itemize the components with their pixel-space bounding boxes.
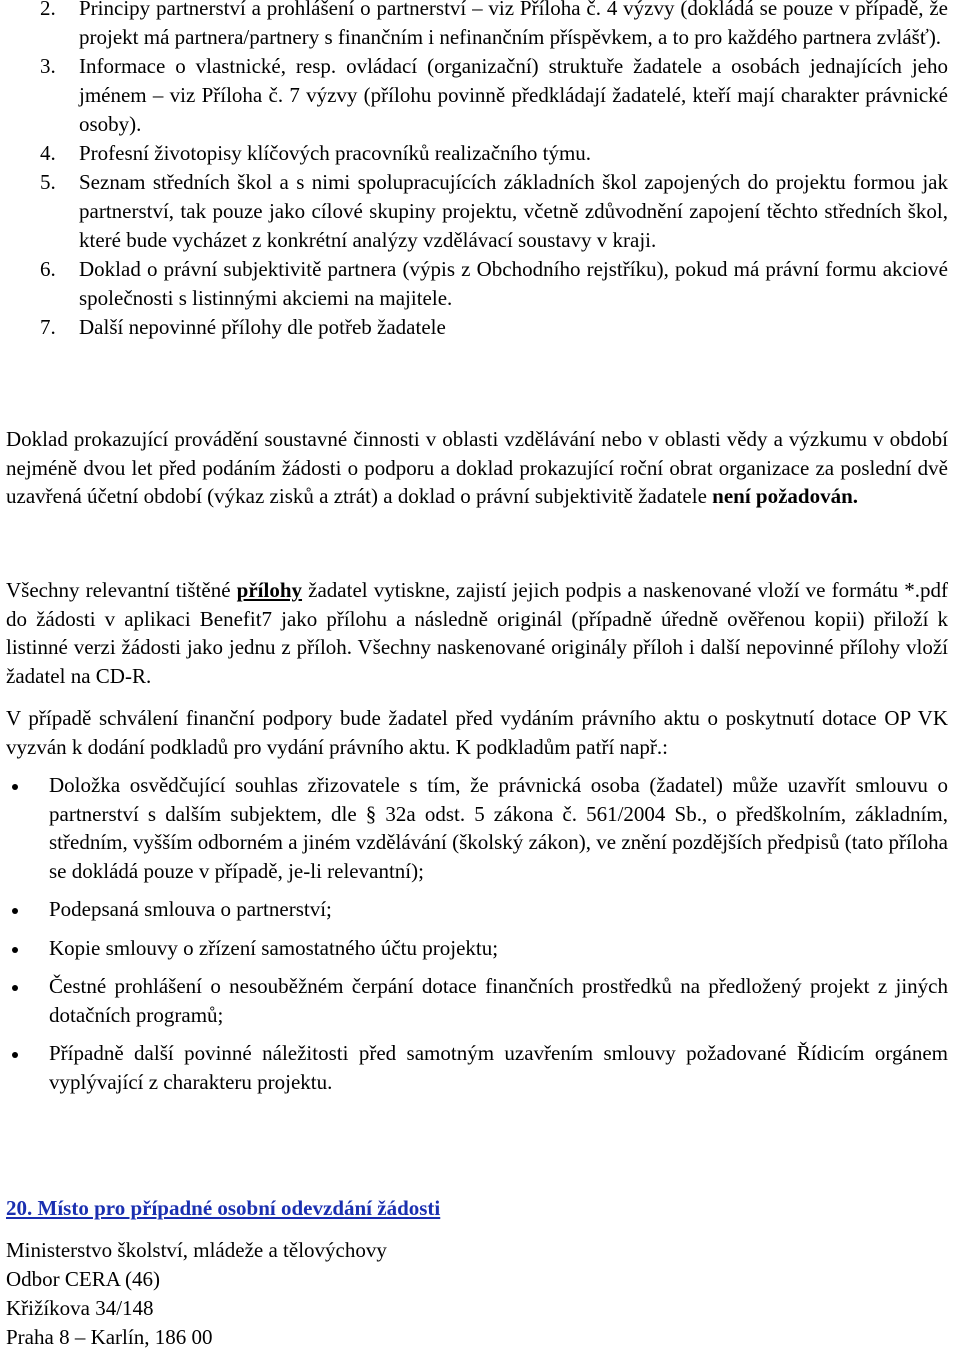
paragraph-printed-attachments	[6, 576, 948, 690]
list-item	[0, 168, 960, 255]
list-item-text: Další nepovinné přílohy dle potřeb žadatele	[79, 315, 446, 339]
bullet-text: Případně další povinné náležitosti před samotným uzavřením smlouvy požadované Řídicím orgánem vyplývající z charakteru projektu.	[49, 1041, 948, 1094]
list-item-text: Seznam středních škol a s nimi spolupracujících základních škol zapojených do projektu formou jak partnerství, tak pouze jako cílové skupiny projektu, včetně zdůvodnění zapojení těchto středních škol, které bude vycházet z konkrétní analýzy vzdělávací soustavy v kraji.	[79, 170, 948, 252]
bullet-icon	[12, 985, 18, 991]
emphasis-text: není požadován.	[712, 484, 859, 508]
address-line: Praha 8 – Karlín, 186 00	[6, 1325, 213, 1349]
list-item-text: Principy partnerství a prohlášení o partnerství – viz Příloha č. 4 výzvy (dokládá se pouze v případě, že projekt má partnera/partnery s finančním i nefinančním příspěvkem, a to pro každého partnera zvlášť).	[79, 0, 948, 49]
section-heading: 20. Místo pro případné osobní odevzdání žádosti	[6, 1196, 441, 1220]
paragraph-text: žadatel vytiskne, zajistí jejich podpis a naskenované vloží ve formátu *.pdf do žádosti v aplikaci Benefit7 jako přílohu a následně originál (případně úředně ověřenou kopii) přiloží k listinné verzi žádosti jako jednu z příloh. Všechny naskenované originály příloh i další nepovinné přílohy vloží žadatel na CD-R.	[6, 578, 948, 688]
bullet-icon	[12, 908, 18, 914]
address-line: Křižíkova 34/148	[6, 1296, 154, 1320]
bullet-icon	[12, 947, 18, 953]
list-item-text: Informace o vlastnické, resp. ovládací (organizační) struktuře žadatele a osobách jednajících jeho jménem – viz Příloha č. 7 výzvy (přílohu povinně předkládají žadatelé, kteří mají charakter právnické osoby).	[79, 54, 948, 136]
attachments-list	[0, 0, 960, 342]
list-number: 2.	[40, 0, 56, 20]
bullet-text: Čestné prohlášení o nesouběžném čerpání dotace finančních prostředků na předložený projekt z jiných dotačních programů;	[49, 974, 948, 1027]
paragraph-text: Doklad prokazující provádění soustavné činnosti v oblasti vzdělávání nebo v oblasti vědy a výzkumu v období nejméně dvou let před podáním žádosti o podporu a doklad prokazující roční obrat organizace za poslední dvě uzavřená účetní období (výkaz zisků a ztrát) a doklad o právní subjektivitě žadatele	[6, 427, 948, 508]
list-item	[0, 895, 960, 924]
list-item	[0, 139, 960, 168]
paragraph-text: Všechny relevantní tištěné	[6, 578, 237, 602]
bullet-icon	[12, 784, 18, 790]
list-number: 5.	[40, 170, 56, 194]
documents-bullet-list	[0, 771, 960, 1106]
list-item	[0, 255, 960, 313]
list-number: 3.	[40, 54, 56, 78]
list-item	[0, 0, 960, 52]
attachments-link[interactable]: přílohy	[236, 578, 303, 602]
bullet-icon	[12, 1052, 18, 1058]
list-item	[0, 934, 960, 963]
list-item	[0, 52, 960, 139]
list-number: 7.	[40, 315, 56, 339]
bullet-text: Kopie smlouvy o zřízení samostatného účtu projektu;	[49, 935, 499, 960]
list-item	[0, 771, 960, 885]
list-item	[0, 1039, 960, 1096]
address-line: Odbor CERA (46)	[6, 1267, 160, 1291]
list-item	[0, 972, 960, 1029]
address-block	[6, 1236, 387, 1352]
list-item-text: Doklad o právní subjektivitě partnera (výpis z Obchodního rejstříku), pokud má právní formu akciové společnosti s listinnými akciemi na majitele.	[79, 257, 948, 310]
list-item-text: Profesní životopisy klíčových pracovníků realizačního týmu.	[79, 141, 592, 165]
list-number: 6.	[40, 257, 56, 281]
address-line: Ministerstvo školství, mládeže a tělovýchovy	[6, 1238, 387, 1262]
bullet-text: Podepsaná smlouva o partnerství;	[49, 897, 332, 921]
list-item	[0, 313, 960, 342]
paragraph-approval: V případě schválení finanční podpory bude žadatel před vydáním právního aktu o poskytnutí dotace OP VK vyzván k dodání podkladů pro vydání právního aktu. K podkladům patří např.:	[6, 706, 948, 759]
bullet-text: Doložka osvědčující souhlas zřizovatele s tím, že právnická osoba (žadatel) může uzavřít smlouvu o partnerství s dalším subjektem, dle § 32a odst. 5 zákona č. 561/2004 Sb., o předškolním, základním, středním, vyšším odborném a jiném vzdělávání (školský zákon), ve znění pozdějších předpisů (tato příloha se dokládá pouze v případě, je-li relevantní);	[49, 773, 948, 883]
paragraph-not-required	[6, 425, 948, 511]
list-number: 4.	[40, 141, 56, 165]
